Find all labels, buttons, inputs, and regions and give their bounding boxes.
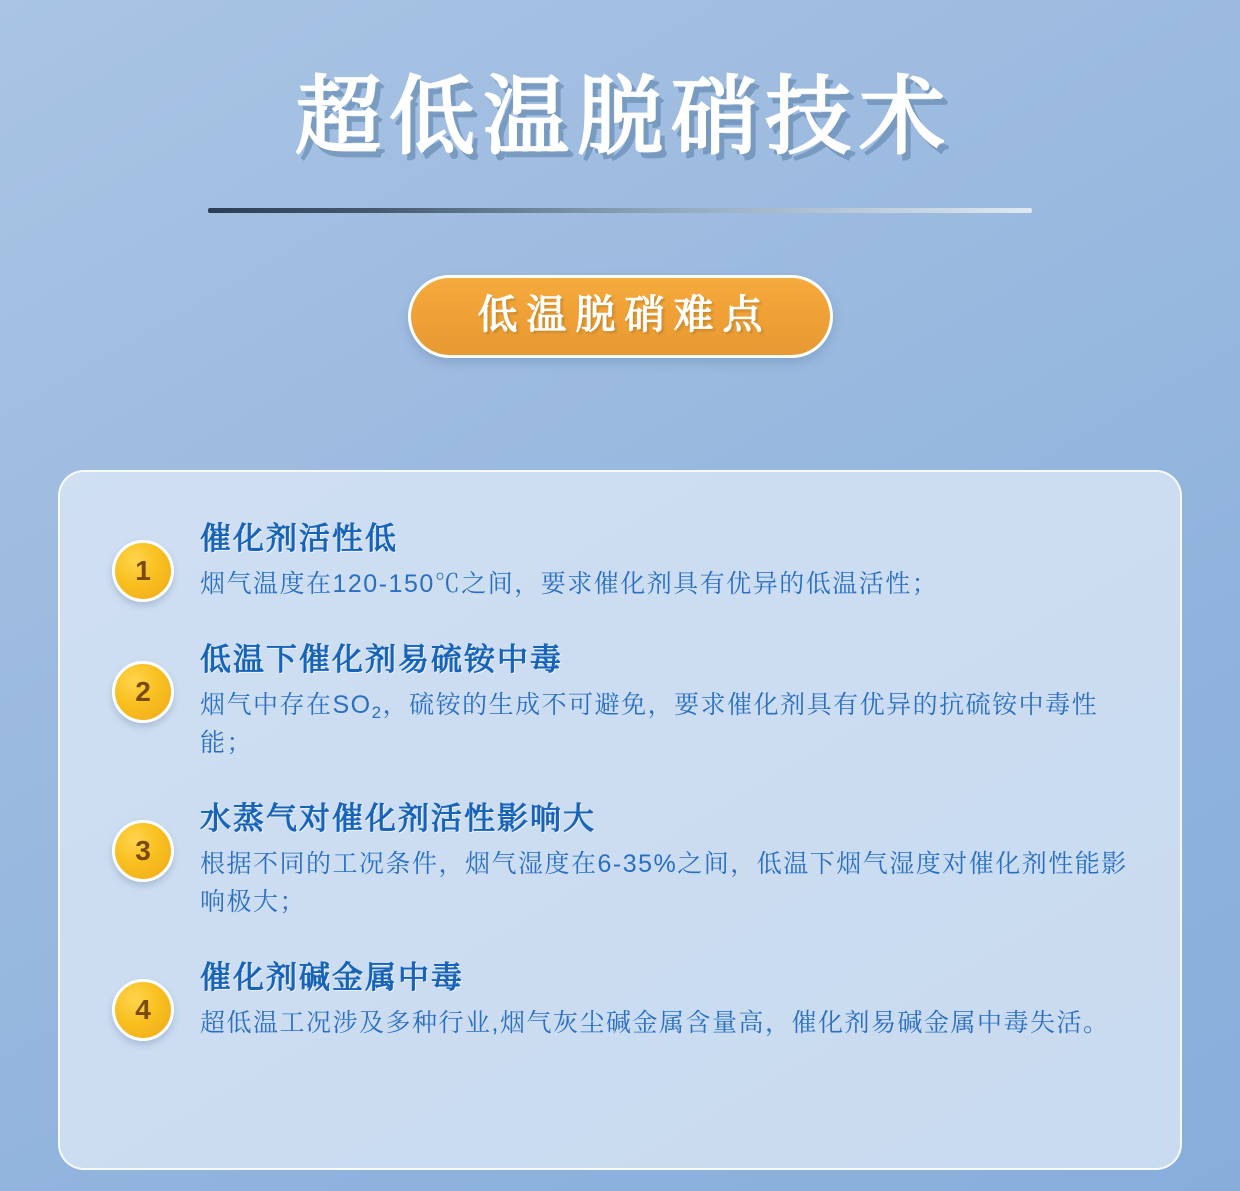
item-description-subscript: 2 bbox=[371, 703, 383, 723]
difficulty-list bbox=[60, 472, 1180, 1042]
item-number-badge: 3 bbox=[112, 820, 174, 882]
list-item bbox=[60, 516, 1180, 603]
item-description-text: 根据不同的工况条件，烟气湿度在6-35%之间，低温下烟气湿度对催化剂性能影响极大； bbox=[200, 850, 1128, 916]
item-number-badge: 1 bbox=[112, 540, 174, 602]
item-description bbox=[200, 1005, 1134, 1043]
item-description-text-cont: ，硫铵的生成不可避免，要求催化剂具有优异的抗硫铵中毒性能； bbox=[200, 691, 1099, 757]
item-description-text: 超低温工况涉及多种行业,烟气灰尘碱金属含量高，催化剂易碱金属中毒失活。 bbox=[200, 1008, 1110, 1037]
item-description bbox=[200, 846, 1134, 921]
difficulties-card bbox=[58, 470, 1182, 1170]
item-body bbox=[200, 796, 1134, 921]
item-description bbox=[200, 566, 1134, 604]
item-number-badge: 2 bbox=[112, 661, 174, 723]
list-item bbox=[60, 796, 1180, 921]
item-description bbox=[200, 687, 1134, 762]
item-description-text: 烟气温度在120-150℃之间，要求催化剂具有优异的低温活性； bbox=[200, 569, 939, 598]
list-item bbox=[60, 637, 1180, 762]
subtitle-label: 低温脱硝难点 bbox=[477, 293, 772, 337]
item-title: 催化剂碱金属中毒 bbox=[200, 960, 464, 996]
list-item bbox=[60, 955, 1180, 1042]
item-title: 催化剂活性低 bbox=[200, 521, 398, 556]
title-divider bbox=[208, 208, 1032, 213]
item-description-text: 烟气中存在SO bbox=[200, 691, 372, 720]
item-number-badge: 4 bbox=[112, 979, 174, 1041]
subtitle-pill bbox=[408, 275, 833, 358]
item-title: 低温下催化剂易硫铵中毒 bbox=[200, 642, 563, 678]
item-title: 水蒸气对催化剂活性影响大 bbox=[200, 801, 596, 837]
subtitle-banner bbox=[0, 275, 1240, 358]
page-header bbox=[0, 0, 1240, 213]
item-body bbox=[200, 516, 1134, 603]
page-title: 超低温脱硝技术 bbox=[295, 69, 953, 165]
item-body bbox=[200, 955, 1134, 1042]
item-body bbox=[200, 637, 1134, 762]
